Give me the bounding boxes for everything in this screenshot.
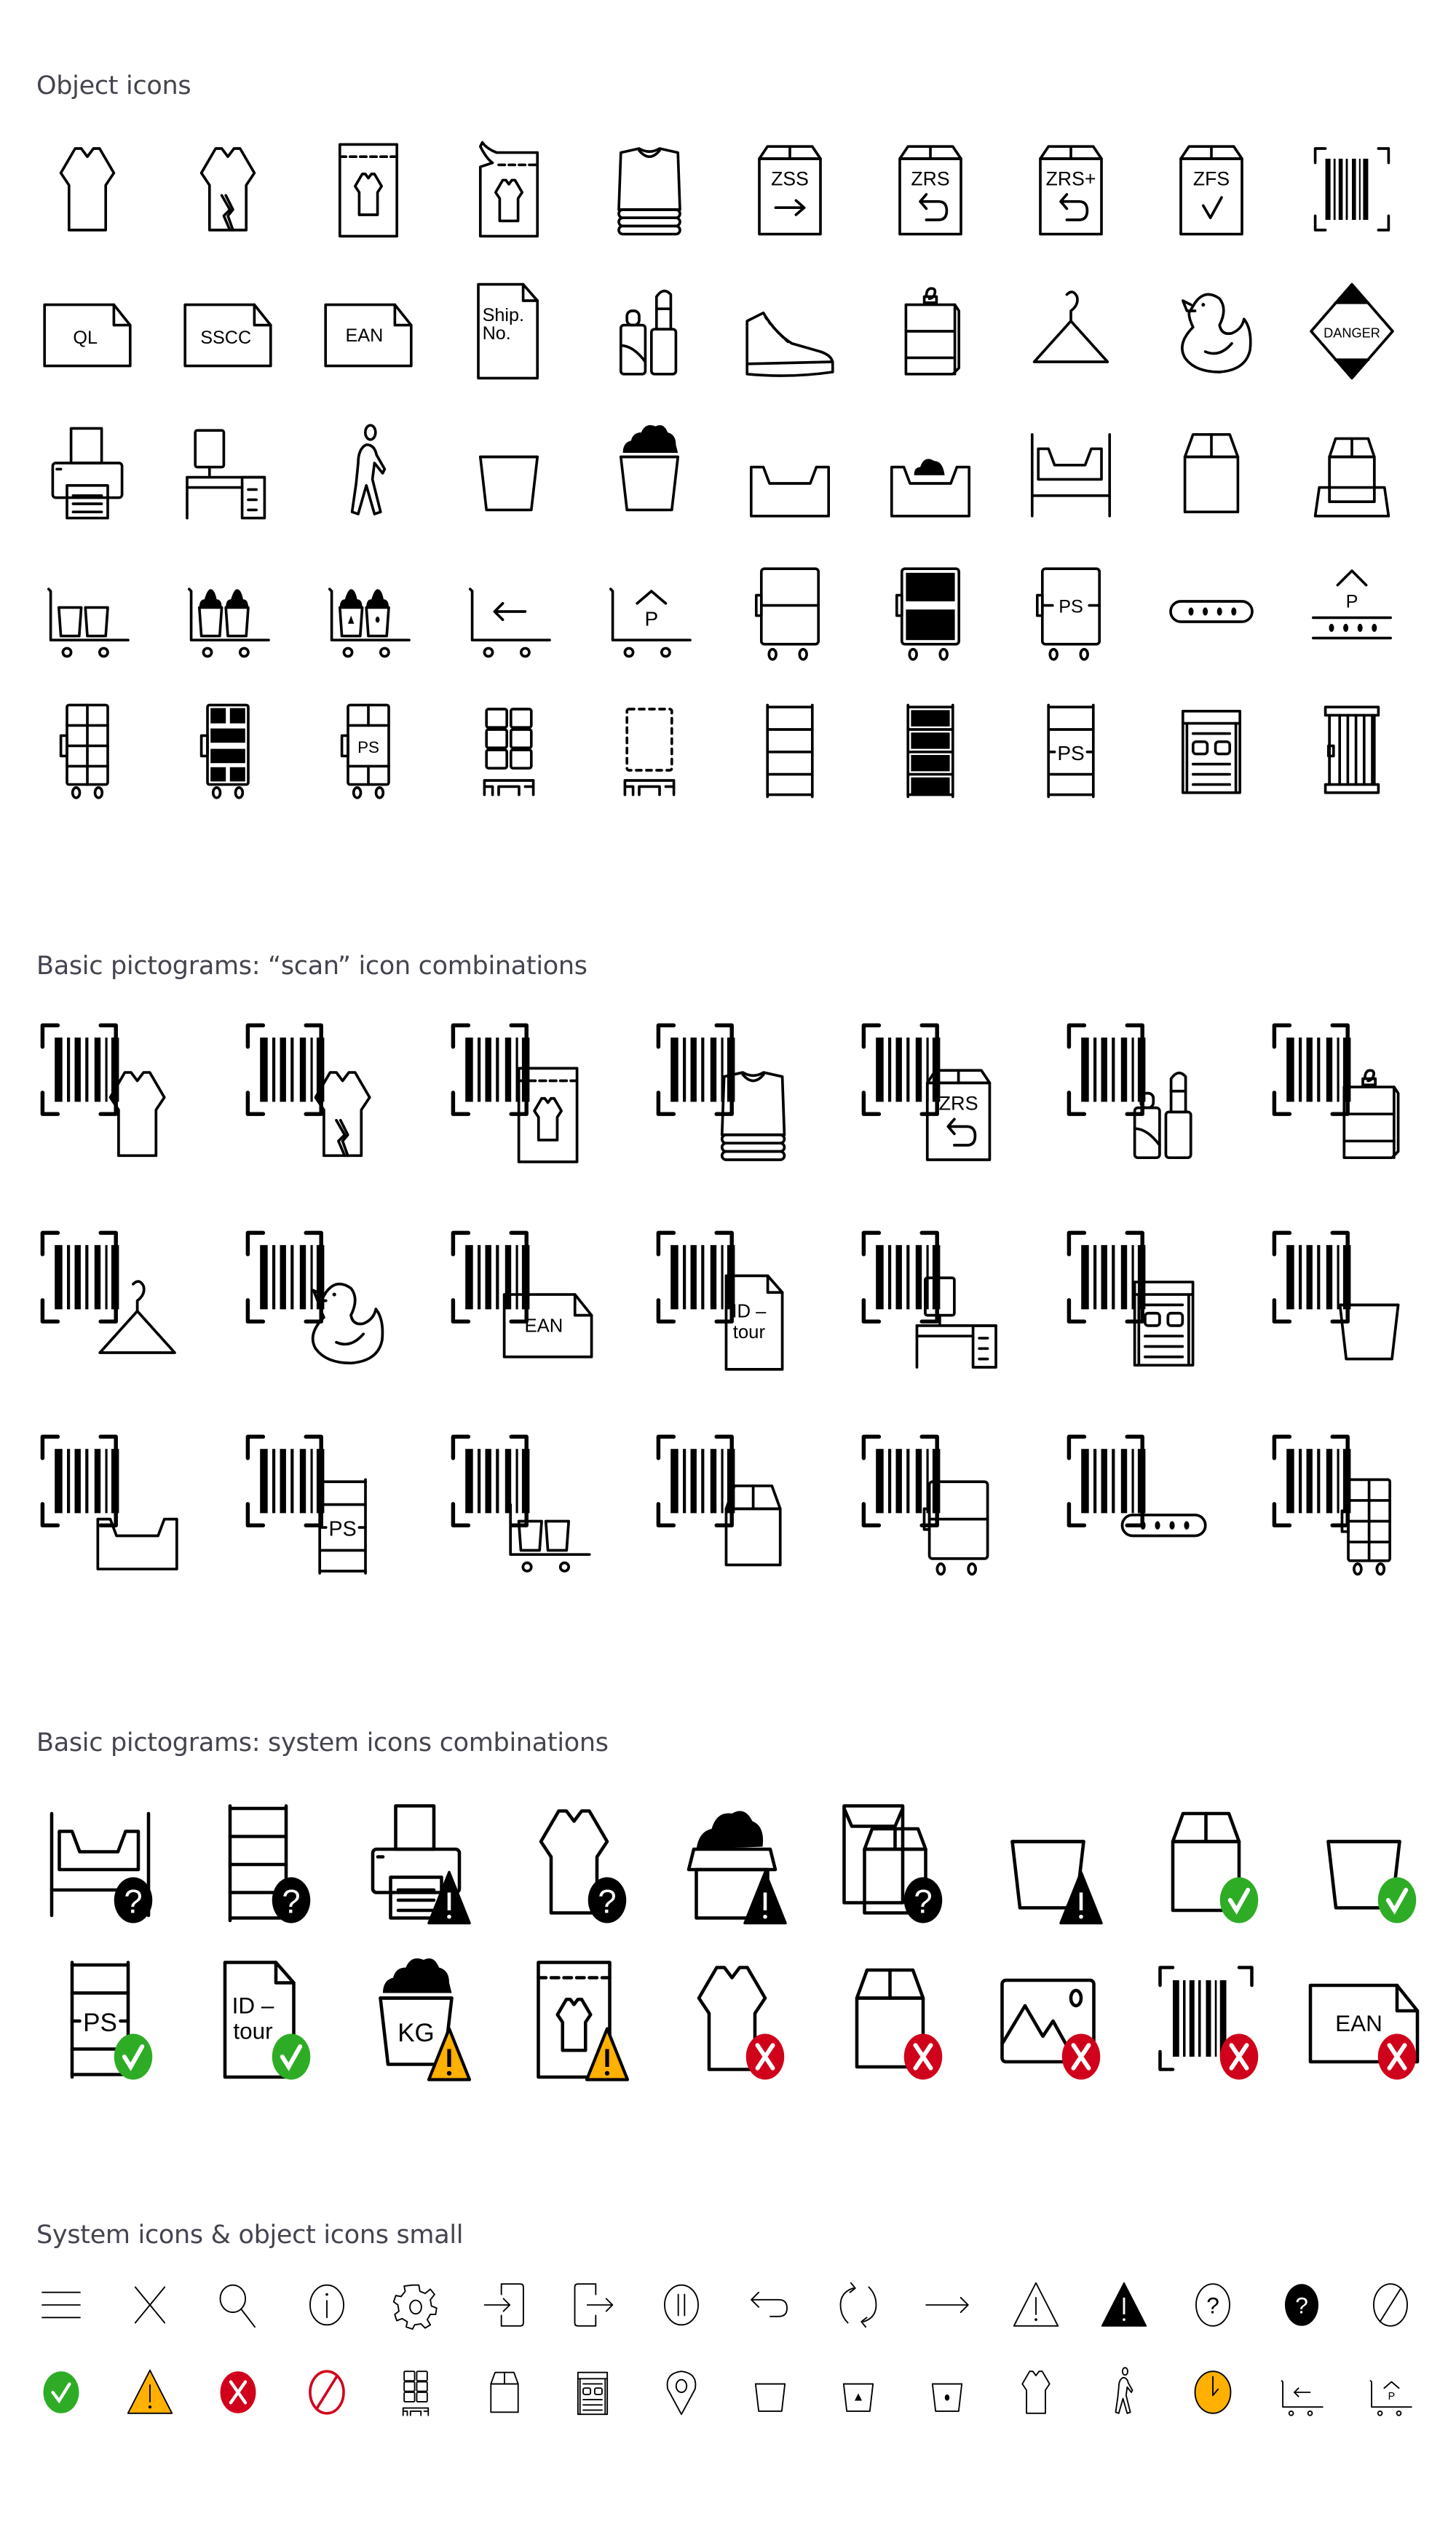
sneaker-icon (739, 280, 841, 382)
svg-text:EAN: EAN (345, 325, 384, 346)
warning-outline-icon (1010, 2279, 1062, 2331)
label-ean-icon (317, 280, 419, 382)
cage-door-icon (1301, 699, 1403, 801)
section-title-object-icons: Object icons (36, 71, 191, 100)
svg-text:KG: KG (397, 2019, 435, 2047)
svg-text:ID –: ID – (232, 1992, 274, 2019)
box-zfs-icon (1160, 138, 1262, 240)
scan-cart-bins-icon (447, 1431, 600, 1583)
box-on-scale-icon (1301, 422, 1403, 524)
svg-text:PS: PS (328, 1517, 357, 1541)
success-icon (35, 2366, 87, 2419)
scan-label-ean-icon (447, 1227, 600, 1380)
scan-cosmetics-icon (1063, 1019, 1216, 1172)
svg-text:tour: tour (233, 2017, 273, 2044)
printer-warning-black-icon (352, 1798, 480, 1926)
scan-shelf-ps-icon (242, 1431, 395, 1583)
conveyor-parking-icon (1301, 561, 1403, 663)
cart-bins-full-icon (177, 561, 279, 663)
box-overflow-warning-black-icon (668, 1798, 796, 1926)
refresh-icon (832, 2279, 885, 2331)
scan-hanging-bag-icon (1268, 1019, 1421, 1172)
shelf-question-icon (194, 1798, 322, 1926)
conveyor-icon (1160, 561, 1262, 663)
svg-text:P: P (1388, 2391, 1395, 2403)
shelf-icon (739, 699, 841, 801)
svg-text:Ship.: Ship. (482, 305, 525, 325)
hanging-bag-icon (879, 280, 981, 382)
rubber-duck-icon (1160, 280, 1262, 382)
tray-icon (739, 422, 841, 524)
svg-text:PS: PS (357, 738, 379, 757)
svg-text:ZRS: ZRS (938, 1091, 978, 1115)
rolltainer-icon (36, 699, 138, 801)
svg-text:?: ? (124, 1883, 143, 1921)
scan-rubber-duck-icon (242, 1227, 395, 1380)
scan-desk-computer-icon (858, 1227, 1010, 1380)
close-icon (124, 2279, 176, 2331)
svg-text:ZFS: ZFS (1192, 167, 1230, 190)
svg-text:EAN: EAN (1335, 2010, 1382, 2036)
trolley-icon (739, 561, 841, 663)
scan-box-zrs-icon (858, 1019, 1010, 1172)
bin-warning-black-icon (984, 1798, 1112, 1926)
warning-icon (124, 2366, 176, 2419)
box-zrs-icon (879, 138, 981, 240)
tshirt-bag-open-icon (458, 138, 560, 240)
label-ql-icon (36, 280, 138, 382)
tshirt-bag-warning-icon (510, 1955, 638, 2082)
svg-text:tour: tour (732, 1322, 766, 1343)
scan-sweater-stack-icon (652, 1019, 805, 1172)
settings-icon (389, 2279, 442, 2331)
clock-icon (1187, 2366, 1239, 2419)
svg-text:?: ? (598, 1883, 617, 1921)
cart-return-icon (1275, 2366, 1328, 2419)
svg-text:P: P (1345, 591, 1358, 612)
scan-hanger-icon (36, 1227, 189, 1380)
svg-text:P: P (644, 607, 659, 630)
scan-gate-shutter-icon (1063, 1227, 1216, 1380)
sweater-stack-icon (598, 138, 700, 240)
arrow-right-icon (921, 2279, 973, 2331)
box-zss-icon (739, 138, 841, 240)
barcode-scan-error-icon (1142, 1955, 1270, 2082)
box-zrs-plus-icon (1020, 138, 1122, 240)
pallet-empty-icon (598, 699, 700, 801)
cart-bins-color-icon (317, 561, 419, 663)
shelf-ps-success-icon (36, 1955, 164, 2082)
svg-text:SSCC: SSCC (200, 327, 252, 348)
doc-id-tour-success-icon (194, 1955, 322, 2082)
scan-rolltainer-icon (1268, 1431, 1421, 1583)
envelope-box-question-icon (826, 1798, 954, 1926)
gate-shutter-icon (566, 2366, 619, 2419)
scan-bin-icon (1268, 1227, 1421, 1380)
scan-tshirt-torn-icon (242, 1019, 395, 1172)
section-title-system-combinations: Basic pictograms: system icons combinations (36, 1728, 609, 1757)
bin-icon (744, 2366, 796, 2419)
box-error-icon (826, 1955, 954, 2082)
bin-icon (458, 422, 560, 524)
scan-tshirt-bag-icon (447, 1019, 600, 1172)
logout-icon (566, 2279, 619, 2331)
scan-box-icon (652, 1431, 805, 1583)
section-title-small-icons: System icons & object icons small (36, 2220, 464, 2250)
bin-full-icon (598, 422, 700, 524)
svg-text:?: ? (1206, 2292, 1219, 2319)
pallet-boxes-icon (389, 2366, 442, 2419)
tray-full-icon (879, 422, 981, 524)
box-success-icon (1142, 1798, 1270, 1926)
help-filled-icon (1275, 2279, 1328, 2331)
svg-text:PS: PS (1057, 742, 1085, 764)
pedestrian-icon (1098, 2366, 1150, 2419)
gate-shutter-icon (1160, 699, 1262, 801)
menu-icon (35, 2279, 87, 2331)
help-outline-icon (1187, 2279, 1239, 2331)
image-error-icon (984, 1955, 1112, 2082)
pause-icon (655, 2279, 708, 2331)
svg-text:ID –: ID – (732, 1301, 767, 1322)
trolley-full-icon (879, 561, 981, 663)
svg-text:No.: No. (482, 323, 511, 344)
bin-kg-warning-icon (352, 1955, 480, 2082)
scan-tray-icon (36, 1431, 189, 1583)
cosmetics-icon (598, 280, 700, 382)
scan-trolley-icon (858, 1431, 1010, 1583)
shelf-ps-icon (1020, 699, 1122, 801)
scan-doc-id-tour-icon (652, 1227, 805, 1380)
blocked-red-icon (301, 2366, 353, 2419)
doc-ship-no-icon (458, 280, 560, 382)
tshirt-icon (36, 138, 138, 240)
barcode-scan-icon (1301, 138, 1403, 240)
tray-rack-icon (1020, 422, 1122, 524)
label-sscc-icon (177, 280, 279, 382)
tshirt-icon (1010, 2366, 1062, 2419)
box-icon (478, 2366, 531, 2419)
scan-tshirt-icon (36, 1019, 189, 1172)
svg-text:PS: PS (83, 2009, 117, 2037)
cart-parking-icon (1364, 2366, 1417, 2419)
label-ean-error-icon (1300, 1955, 1428, 2082)
rolltainer-ps-icon (317, 699, 419, 801)
bin-success-icon (1300, 1798, 1428, 1926)
cart-bins-icon (36, 561, 138, 663)
bin-yellow-icon (921, 2366, 973, 2419)
rolltainer-full-icon (177, 699, 279, 801)
bin-blue-icon (832, 2366, 885, 2419)
blocked-icon (1364, 2279, 1417, 2331)
hanger-icon (1020, 280, 1122, 382)
pallet-boxes-icon (458, 699, 560, 801)
location-pin-icon (655, 2366, 708, 2419)
svg-text:QL: QL (73, 327, 98, 348)
cart-return-icon (458, 561, 560, 663)
section-title-scan-combinations: Basic pictograms: “scan” icon combinations (36, 952, 587, 981)
printer-icon (36, 422, 138, 524)
cart-parking-icon (598, 561, 700, 663)
undo-icon (744, 2279, 796, 2331)
svg-text:?: ? (914, 1883, 933, 1921)
danger-diamond-icon (1301, 280, 1403, 382)
svg-text:?: ? (282, 1883, 301, 1921)
warning-filled-icon (1098, 2279, 1150, 2331)
svg-text:PS: PS (1059, 596, 1083, 617)
tshirt-torn-icon (177, 138, 279, 240)
info-icon (301, 2279, 353, 2331)
error-icon (212, 2366, 264, 2419)
tshirt-bag-icon (317, 138, 419, 240)
svg-text:ZRS+: ZRS+ (1045, 167, 1096, 190)
pedestrian-icon (317, 422, 419, 524)
tshirt-question-icon (510, 1798, 638, 1926)
shelf-full-icon (879, 699, 981, 801)
svg-text:DANGER: DANGER (1324, 325, 1380, 341)
tshirt-error-icon (668, 1955, 796, 2082)
svg-text:ZSS: ZSS (771, 167, 809, 190)
svg-text:?: ? (1294, 2292, 1308, 2319)
svg-text:EAN: EAN (524, 1316, 563, 1337)
svg-text:ZRS: ZRS (911, 167, 950, 190)
scan-conveyor-icon (1063, 1431, 1216, 1583)
tray-rack-question-icon (36, 1798, 164, 1926)
login-icon (478, 2279, 531, 2331)
trolley-ps-icon (1020, 561, 1122, 663)
search-icon (212, 2279, 264, 2331)
desk-computer-icon (177, 422, 279, 524)
box-icon (1160, 422, 1262, 524)
